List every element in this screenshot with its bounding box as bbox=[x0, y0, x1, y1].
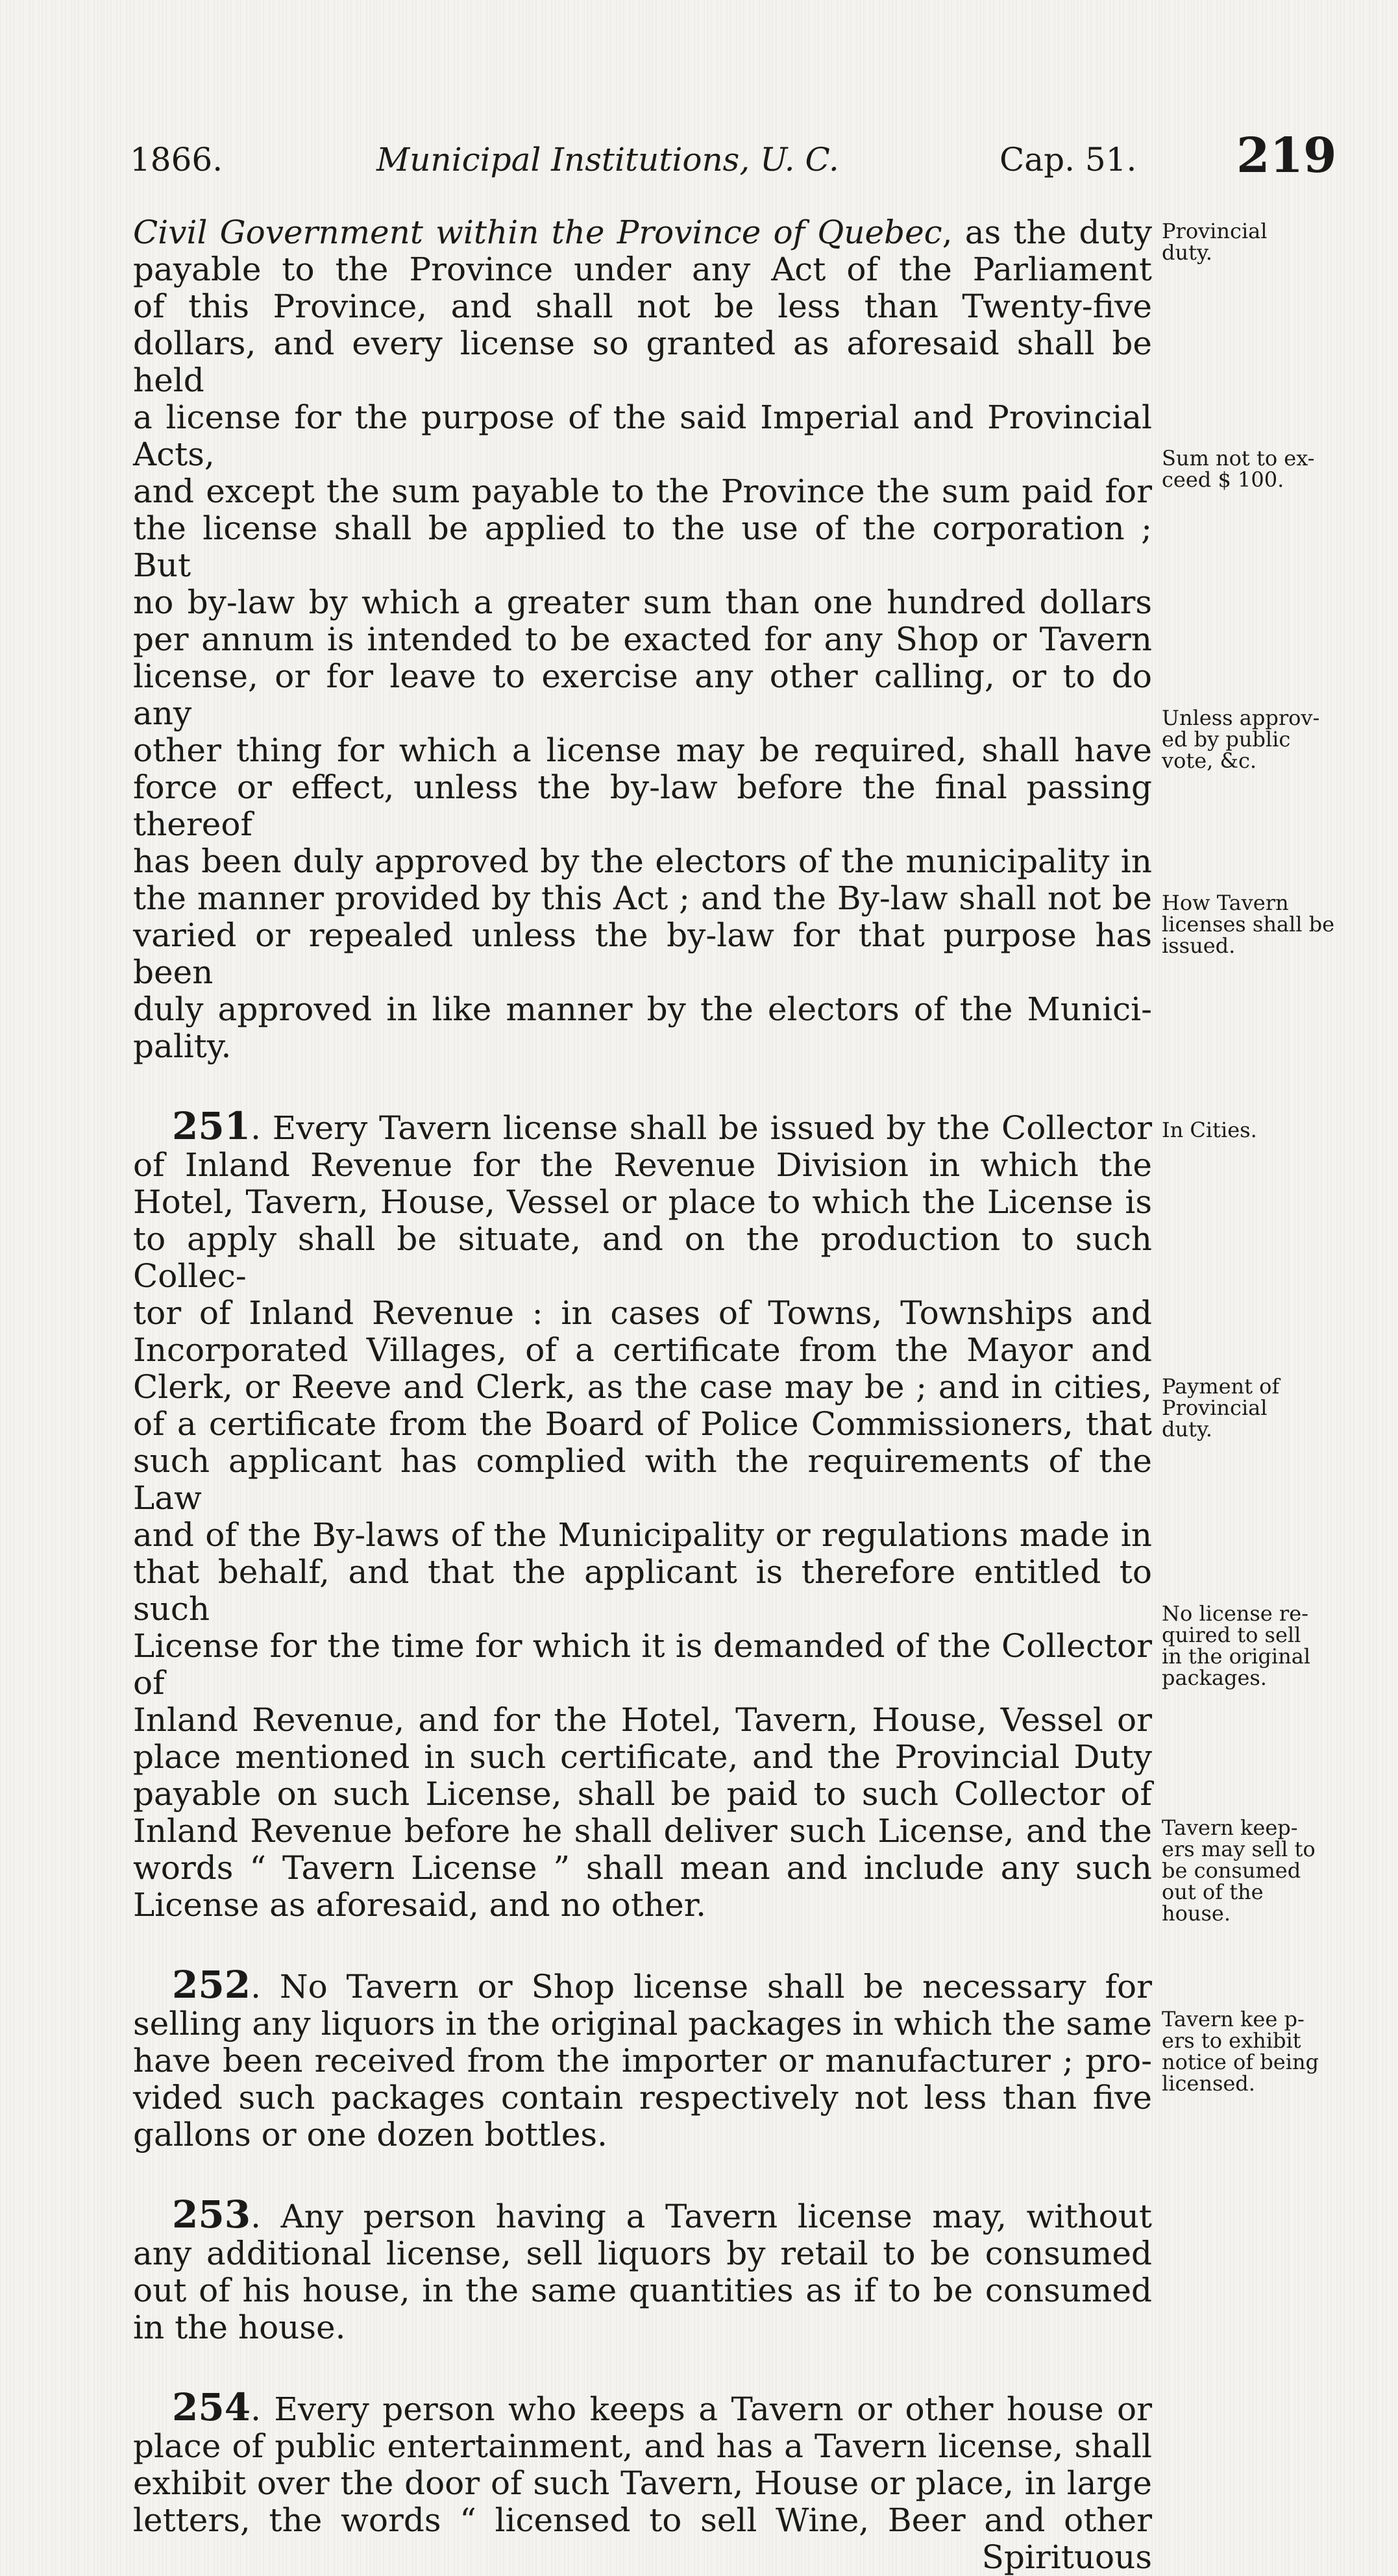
text-line: Clerk, or Reeve and Clerk, as the case may be ; and in cities, bbox=[133, 1368, 1152, 1406]
main-text bbox=[133, 214, 1152, 2576]
section-253 bbox=[133, 2192, 1152, 2346]
text-line bbox=[133, 2385, 1152, 2429]
margin-note-tavern-keepers-sell: Tavern keep- ers may sell to be consumed out of the house. bbox=[1162, 1815, 1316, 1926]
text-line: Incorporated Villages, of a certificate from the Mayor and bbox=[133, 1331, 1152, 1369]
line-rest: . Every Tavern license shall be issued by the Collector bbox=[251, 1109, 1152, 1147]
text-line: have been received from the importer or manufacturer ; pro- bbox=[133, 2042, 1152, 2079]
catchword: Spirituous bbox=[981, 2538, 1152, 2576]
running-header bbox=[130, 128, 1337, 198]
margin-note-provincial-duty: Provincial duty. bbox=[1162, 219, 1268, 265]
section-252 bbox=[133, 1963, 1152, 2153]
text-line: any additional license, sell liquors by retail to be consumed bbox=[133, 2235, 1152, 2272]
text-line: License for the time for which it is demanded of the Collector of bbox=[133, 1627, 1152, 1702]
text-line: of a certificate from the Board of Police Commissioners, that bbox=[133, 1405, 1152, 1443]
header-chapter: Cap. 51. bbox=[999, 141, 1137, 178]
text-line: pality. bbox=[133, 1027, 232, 1065]
margin-note-tavern-licenses: How Tavern licenses shall be issued. bbox=[1162, 890, 1335, 958]
text-line: the manner provided by this Act ; and the By-law shall not be bbox=[133, 879, 1152, 917]
margin-note-payment-duty: Payment of Provincial duty. bbox=[1162, 1374, 1280, 1441]
text-line: a license for the purpose of the said Imperial and Provincial Acts, bbox=[133, 399, 1152, 473]
text-line: license, or for leave to exercise any other calling, or to do any bbox=[133, 657, 1152, 732]
text-line: to apply shall be situate, and on the production to such Collec- bbox=[133, 1220, 1152, 1295]
margin-note-sum-limit: Sum not to ex- ceed $ 100. bbox=[1162, 446, 1315, 492]
page-number: 219 bbox=[1236, 128, 1337, 184]
section-number: 251 bbox=[172, 1104, 251, 1148]
text-line: force or effect, unless the by-law before the final passing thereof bbox=[133, 768, 1152, 843]
text-line: exhibit over the door of such Tavern, House or place, in large bbox=[133, 2464, 1152, 2502]
text-line: Inland Revenue, and for the Hotel, Tavern, House, Vessel or bbox=[133, 1701, 1152, 1739]
section-number: 254 bbox=[172, 2385, 251, 2429]
text-line: Hotel, Tavern, House, Vessel or place to which the License is bbox=[133, 1183, 1152, 1221]
line-rest: . Any person having a Tavern license may, without bbox=[251, 2198, 1152, 2235]
text-line: and of the By-laws of the Municipality or regulations made in bbox=[133, 1516, 1152, 1554]
text-line: no by-law by which a greater sum than one hundred dollars bbox=[133, 583, 1152, 621]
text-line: place of public entertainment, and has a Tavern license, shall bbox=[133, 2427, 1152, 2465]
margin-note-in-cities: In Cities. bbox=[1162, 1118, 1257, 1142]
text-line: duly approved in like manner by the electors of the Munici- bbox=[133, 990, 1152, 1028]
section-number: 253 bbox=[172, 2192, 251, 2237]
text-line: tor of Inland Revenue : in cases of Towns, Townships and bbox=[133, 1294, 1152, 1332]
intro-paragraph bbox=[133, 214, 1152, 1065]
text-line: out of his house, in the same quantities as if to be consumed bbox=[133, 2272, 1152, 2309]
text-line: Inland Revenue before he shall deliver such License, and the bbox=[133, 1812, 1152, 1850]
line-rest: , as the duty bbox=[942, 214, 1153, 251]
text-line: the license shall be applied to the use of the corporation ; But bbox=[133, 509, 1152, 584]
header-title: Municipal Institutions, U. C. bbox=[376, 141, 839, 178]
text-line: vided such packages contain respectively not less than five bbox=[133, 2079, 1152, 2116]
section-254 bbox=[133, 2385, 1152, 2576]
header-year: 1866. bbox=[130, 141, 223, 178]
line-rest: . No Tavern or Shop license shall be necessary for bbox=[251, 1968, 1152, 2006]
text-line: of this Province, and shall not be less than Twenty-five bbox=[133, 288, 1152, 325]
section-251 bbox=[133, 1104, 1152, 1924]
text-line: and except the sum payable to the Province the sum paid for bbox=[133, 472, 1152, 510]
text-line: place mentioned in such certificate, and the Provincial Duty bbox=[133, 1738, 1152, 1776]
text-line: dollars, and every license so granted as aforesaid shall be held bbox=[133, 325, 1152, 399]
text-line: such applicant has complied with the requirements of the Law bbox=[133, 1442, 1152, 1517]
text-line: selling any liquors in the original packages in which the same bbox=[133, 2005, 1152, 2042]
margin-note-no-license: No license re- quired to sell in the original packages. bbox=[1162, 1601, 1311, 1690]
text-line: payable on such License, shall be paid to such Collector of bbox=[133, 1775, 1152, 1813]
text-line: words “ Tavern License ” shall mean and include any such bbox=[133, 1849, 1152, 1887]
line-rest: . Every person who keeps a Tavern or other house or bbox=[251, 2390, 1152, 2428]
text-line: gallons or one dozen bottles. bbox=[133, 2116, 607, 2153]
text-line: that behalf, and that the applicant is therefore entitled to such bbox=[133, 1553, 1152, 1628]
italic-phrase: Civil Government within the Province of Quebec bbox=[133, 214, 942, 251]
text-line bbox=[133, 1963, 1152, 2007]
text-line bbox=[133, 2192, 1152, 2237]
text-line: letters, the words “ licensed to sell Wine, Beer and other bbox=[133, 2501, 1152, 2539]
text-line: varied or repealed unless the by-law for that purpose has been bbox=[133, 916, 1152, 991]
text-line: other thing for which a license may be required, shall have bbox=[133, 731, 1152, 769]
text-line: in the house. bbox=[133, 2309, 346, 2346]
text-line bbox=[133, 214, 1152, 251]
text-line: has been duly approved by the electors of the municipality in bbox=[133, 842, 1152, 880]
margin-note-unless-approved: Unless approv- ed by public vote, &c. bbox=[1162, 705, 1320, 773]
text-line: License as aforesaid, and no other. bbox=[133, 1886, 707, 1924]
text-line bbox=[133, 1104, 1152, 1148]
section-number: 252 bbox=[172, 1963, 251, 2007]
margin-note-tavern-keepers-exhibit: Tavern kee p- ers to exhibit notice of being licensed. bbox=[1162, 2007, 1319, 2096]
text-line: payable to the Province under any Act of the Parliament bbox=[133, 251, 1152, 288]
text-line: of Inland Revenue for the Revenue Division in which the bbox=[133, 1146, 1152, 1184]
text-line: per annum is intended to be exacted for any Shop or Tavern bbox=[133, 620, 1152, 658]
